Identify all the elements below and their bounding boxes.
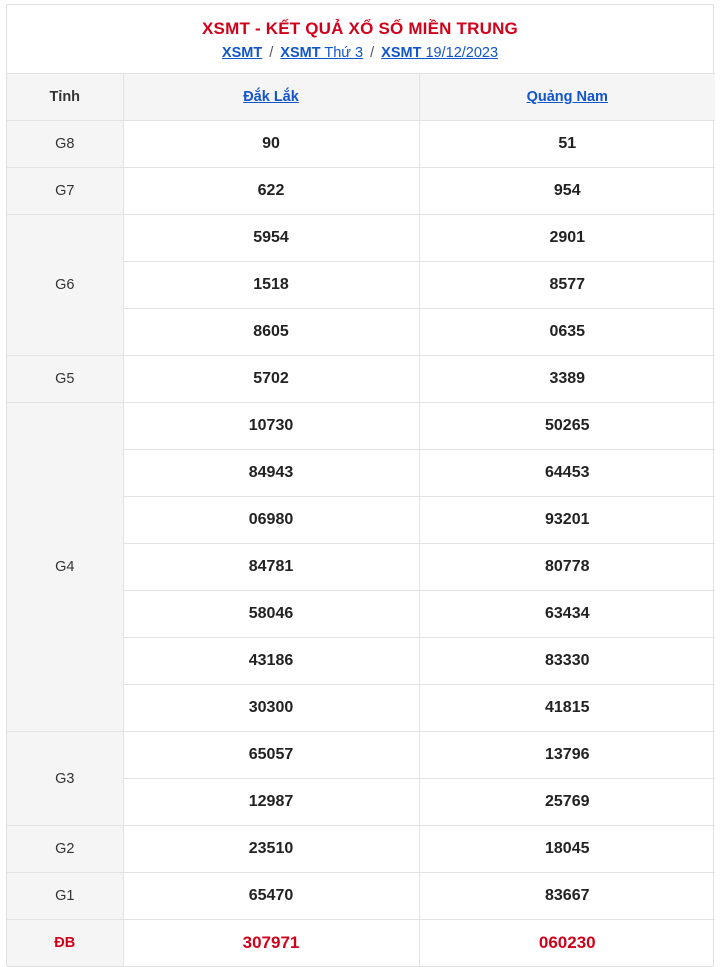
result-number: 58046 (123, 591, 419, 638)
result-number: 2901 (419, 215, 715, 262)
table-row (7, 920, 715, 967)
column-header-dak-lak (123, 74, 419, 121)
breadcrumb-separator-1: / (269, 45, 274, 61)
result-number: 8605 (123, 309, 419, 356)
breadcrumb-root-3: XSMT (381, 45, 422, 61)
prize-label: G3 (7, 732, 123, 826)
breadcrumb-item-1[interactable] (222, 45, 262, 61)
column-header-province: Tỉnh (7, 74, 123, 121)
result-number: 51 (419, 121, 715, 168)
prize-label: G7 (7, 168, 123, 215)
result-number: 84943 (123, 450, 419, 497)
result-number: 50265 (419, 403, 715, 450)
lottery-results-table (7, 73, 715, 966)
result-number: 25769 (419, 779, 715, 826)
result-number: 5702 (123, 356, 419, 403)
column-header-quang-nam (419, 74, 715, 121)
table-row (7, 121, 715, 168)
breadcrumb-sub-2: Thứ 3 (320, 45, 364, 61)
result-number: 06980 (123, 497, 419, 544)
result-number: 5954 (123, 215, 419, 262)
breadcrumb-separator-2: / (370, 45, 375, 61)
result-number: 64453 (419, 450, 715, 497)
breadcrumb (7, 45, 713, 73)
result-number: 90 (123, 121, 419, 168)
page-root (0, 4, 720, 952)
result-number: 13796 (419, 732, 715, 779)
prize-label: G8 (7, 121, 123, 168)
result-number: 3389 (419, 356, 715, 403)
province-link-quang-nam[interactable]: Quảng Nam (526, 89, 608, 105)
results-card (6, 4, 714, 967)
result-number: 10730 (123, 403, 419, 450)
result-number: 622 (123, 168, 419, 215)
page-title: XSMT - KẾT QUẢ XỔ SỐ MIỀN TRUNG (202, 19, 518, 38)
breadcrumb-link-xsmt-date[interactable] (381, 45, 498, 61)
table-row (7, 732, 715, 779)
result-number: 954 (419, 168, 715, 215)
result-number: 23510 (123, 826, 419, 873)
breadcrumb-item-2[interactable] (280, 45, 363, 61)
province-link-dak-lak[interactable]: Đắk Lắk (243, 89, 299, 105)
prize-label: G6 (7, 215, 123, 356)
result-number: 1518 (123, 262, 419, 309)
result-number: 65470 (123, 873, 419, 920)
table-body (7, 121, 715, 967)
result-number: 8577 (419, 262, 715, 309)
result-number: 83667 (419, 873, 715, 920)
breadcrumb-link-xsmt[interactable]: XSMT (221, 45, 263, 61)
table-row (7, 873, 715, 920)
result-number: 93201 (419, 497, 715, 544)
table-row (7, 403, 715, 450)
result-number: 307971 (123, 920, 419, 967)
result-number: 65057 (123, 732, 419, 779)
table-row (7, 356, 715, 403)
prize-label: G1 (7, 873, 123, 920)
table-row (7, 215, 715, 262)
table-header-row (7, 74, 715, 121)
result-number: 0635 (419, 309, 715, 356)
prize-label: G4 (7, 403, 123, 732)
breadcrumb-item-3[interactable] (381, 45, 498, 61)
result-number: 80778 (419, 544, 715, 591)
result-number: 30300 (123, 685, 419, 732)
breadcrumb-sub-3: 19/12/2023 (421, 45, 499, 61)
breadcrumb-root-2: XSMT (280, 45, 321, 61)
prize-label: ĐB (7, 920, 123, 967)
result-number: 18045 (419, 826, 715, 873)
prize-label: G5 (7, 356, 123, 403)
breadcrumb-link-xsmt-thu-3[interactable] (280, 45, 363, 61)
result-number: 43186 (123, 638, 419, 685)
result-number: 63434 (419, 591, 715, 638)
table-row (7, 168, 715, 215)
table-row (7, 826, 715, 873)
result-number: 84781 (123, 544, 419, 591)
prize-label: G2 (7, 826, 123, 873)
result-number: 83330 (419, 638, 715, 685)
result-number: 41815 (419, 685, 715, 732)
result-number: 12987 (123, 779, 419, 826)
result-number: 060230 (419, 920, 715, 967)
table-head (7, 74, 715, 121)
